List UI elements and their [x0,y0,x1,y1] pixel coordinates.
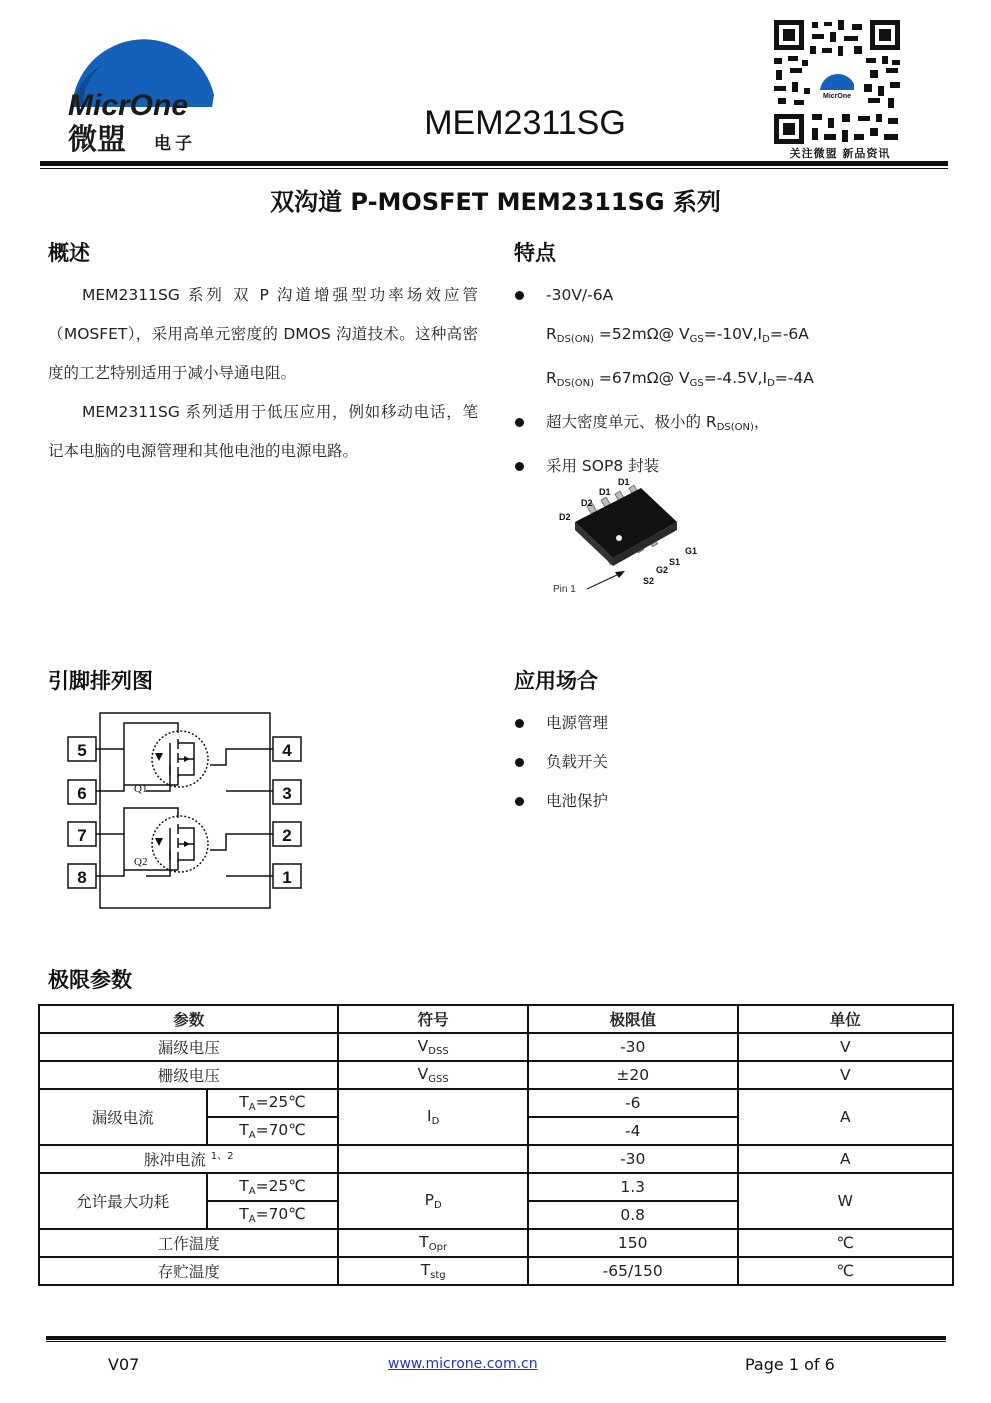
param-cell: 栅级电压 [39,1061,338,1089]
logo-cn-small: 电子 [154,134,196,154]
unit-cell: A [738,1145,953,1173]
pkg-label-d1-b: D1 [599,487,611,497]
application-item: 负载开关 [512,743,812,782]
q2-label: Q2 [134,856,148,868]
pin-3: 3 [282,784,292,803]
pkg-label-g1: G1 [685,546,698,556]
param-cell: 漏级电流 [39,1089,207,1145]
pkg-label-pin1: Pin 1 [553,584,576,595]
micrône-logo [62,25,222,155]
page-title: 双沟道 P-MOSFET MEM2311SG 系列 [270,188,721,216]
feature-rating: -30V/-6A [512,276,952,315]
footer-version: V07 [108,1355,140,1374]
table-row [39,1145,953,1173]
table-row [39,1061,953,1089]
symbol-cell: $P_D$ [338,1173,528,1229]
pkg-label-s2: S2 [643,576,655,586]
symbol-cell: $I_D$ [338,1089,528,1145]
pkg-label-d2-a: D2 [581,498,593,508]
pkg-label-d2-b: D2 [559,512,571,522]
pin-1: 1 [282,868,292,887]
param-cell: 存贮温度 [39,1257,338,1285]
pkg-label-s1: S1 [669,557,681,567]
pin-6: 6 [77,784,87,803]
sop8-package-image [545,470,715,600]
pkg-label-d1-a: D1 [618,477,630,487]
symbol-cell [338,1145,528,1173]
condition-cell: $T_A=25℃$ [207,1173,339,1201]
features-list [512,276,952,486]
feature-rdson-10v: $R_{DS(ON)}$ =52mΩ@ $V_{GS}=-10V,I_D=-6A$ [546,325,809,345]
features-heading: 特点 [514,241,556,265]
param-cell: 工作温度 [39,1229,338,1257]
overview-paragraph-1: MEM2311SG 系列 双 P 沟道增强型功率场效应管（MOSFET），采用高单元密度的 DMOS 沟道技术。这种高密度的工艺特别适用于减小导通电阻。 [48,286,478,382]
value-cell: 150 [528,1229,738,1257]
condition-cell: $T_A=70℃$ [207,1117,339,1145]
applications-heading: 应用场合 [514,669,598,693]
header-rule-thin [40,168,948,169]
condition-cell: $T_A=25℃$ [207,1089,339,1117]
value-cell: -4 [528,1117,738,1145]
footer-website-link[interactable]: www.microne.com.cn [388,1356,538,1372]
pin-7: 7 [77,826,87,845]
limits-heading: 极限参数 [48,968,132,992]
param-cell: 漏级电压 [39,1033,338,1061]
applications-list [512,704,812,821]
unit-cell: V [738,1033,953,1061]
value-cell: -30 [528,1033,738,1061]
symbol-cell: $V_{GSS}$ [338,1061,528,1089]
header-param: 参数 [39,1005,338,1033]
unit-cell: ℃ [738,1229,953,1257]
symbol-cell: $V_{DSS}$ [338,1033,528,1061]
overview-heading: 概述 [48,241,90,265]
symbol-cell: $T_{stg}$ [338,1257,528,1285]
feature-package: 采用 SOP8 封装 [512,447,952,486]
value-cell: -6 [528,1089,738,1117]
table-header-row [39,1005,953,1033]
pin-5: 5 [77,741,87,760]
value-cell: 0.8 [528,1201,738,1229]
header-rule [40,161,948,166]
feature-rdson-4v5: $R_{DS(ON)}$ =67mΩ@ $V_{GS}=-4.5V,I_D=-4A$ [546,369,814,389]
pinout-diagram [60,705,310,915]
overview-paragraph-2: MEM2311SG 系列适用于低压应用，例如移动电话，笔记本电脑的电源管理和其他电池的电源电路。 [48,403,478,460]
unit-cell: W [738,1173,953,1229]
condition-cell: $T_A=70℃$ [207,1201,339,1229]
logo-text: MicrOne [68,89,189,122]
doc-title: MEM2311SG [424,104,626,142]
table-row [39,1033,953,1061]
pin-2: 2 [282,826,292,845]
value-cell: ±20 [528,1061,738,1089]
table-row [39,1229,953,1257]
logo-cn: 微盟 [68,122,127,155]
param-cell: 允许最大功耗 [39,1173,207,1229]
footer-rule-thin [46,1341,946,1342]
header-symbol: 符号 [338,1005,528,1033]
symbol-cell: $T_{Opr}$ [338,1229,528,1257]
footer-rule [46,1336,946,1340]
feature-cell-density: 超大密度单元、极小的 $R_{DS(ON)}$， [512,403,952,447]
pin-8: 8 [77,868,87,887]
value-cell: -30 [528,1145,738,1173]
param-cell: 脉冲电流 $^{1、2}$ [39,1145,338,1173]
pin1-arrow-icon [615,571,625,578]
limits-table [38,1004,954,1286]
unit-cell: A [738,1089,953,1145]
table-row [39,1173,953,1201]
q1-label: Q1 [134,783,148,795]
application-item: 电池保护 [512,782,812,821]
table-row [39,1089,953,1117]
pkg-label-g2: G2 [656,565,669,575]
pin-4: 4 [282,741,292,760]
qr-caption: 关注微盟 新品资讯 [789,147,891,160]
unit-cell: ℃ [738,1257,953,1285]
value-cell: 1.3 [528,1173,738,1201]
unit-cell: V [738,1061,953,1089]
header-value: 极限值 [528,1005,738,1033]
table-row [39,1257,953,1285]
footer-page-number: Page 1 of 6 [745,1355,835,1374]
application-item: 电源管理 [512,704,812,743]
value-cell: -65/150 [528,1257,738,1285]
header-unit: 单位 [738,1005,953,1033]
qr-logo-text: MicrOne [822,93,852,100]
qr-code[interactable] [772,18,902,146]
pinout-heading: 引脚排列图 [48,669,153,693]
